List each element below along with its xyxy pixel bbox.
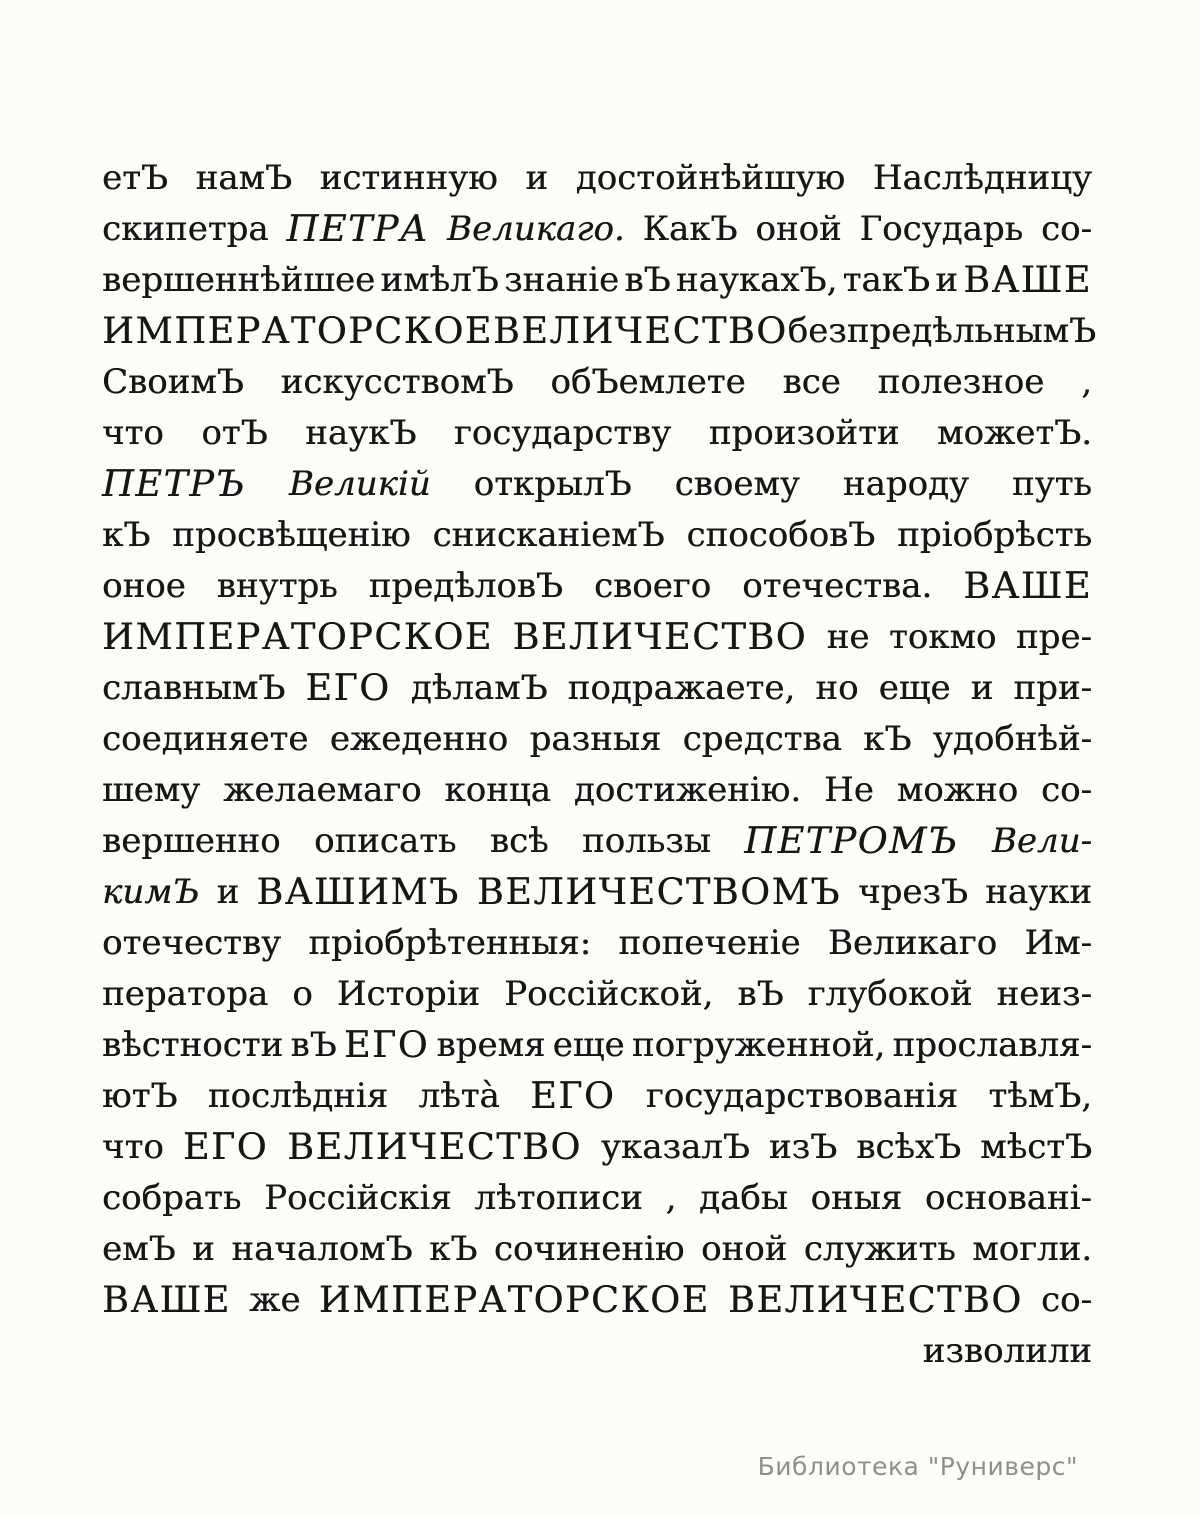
word-segment: подражаете,	[567, 667, 796, 708]
word-segment: СвоимЪ	[102, 361, 244, 402]
word-segment: ,	[665, 1177, 677, 1218]
word-segment: ПЕТРЪ	[102, 462, 246, 505]
word-segment: произойти	[708, 412, 900, 453]
word-segment: Великій	[288, 463, 431, 504]
word-segment: основані-	[924, 1177, 1092, 1218]
word-segment: емЪ	[102, 1228, 176, 1269]
word-segment: безпредѣльнымЪ	[787, 310, 1097, 351]
word-segment: ВАШЕ	[102, 1278, 231, 1321]
word-segment: оной	[700, 1228, 788, 1269]
word-segment: но	[815, 667, 859, 708]
word-segment: скипетра	[102, 208, 269, 249]
word-segment: о	[292, 973, 313, 1014]
text-line	[102, 764, 1092, 815]
word-segment: оное	[102, 565, 186, 606]
word-segment: указалЪ	[600, 1126, 750, 1167]
word-segment: Великаго.	[446, 208, 625, 249]
text-line	[102, 662, 1092, 713]
word-segment: ВЕЛИЧЕСТВО	[728, 1278, 1023, 1321]
word-segment: ,	[1081, 361, 1092, 402]
text-line	[102, 254, 1092, 305]
word-segment: способовЪ	[686, 514, 876, 555]
word-segment: намЪ	[195, 157, 292, 198]
word-segment: и	[935, 259, 958, 300]
word-segment: наукахЪ,	[675, 259, 838, 300]
word-segment: дабы	[699, 1177, 788, 1218]
word-segment: ежеденно	[329, 718, 509, 759]
word-segment: славнымЪ	[102, 667, 286, 708]
word-segment: со-	[1040, 1279, 1092, 1320]
text-line	[102, 1121, 1092, 1172]
word-segment: государству	[453, 412, 672, 453]
word-segment: открылЪ	[473, 463, 632, 504]
word-segment: конца	[444, 769, 551, 810]
text-line	[102, 509, 1092, 560]
word-segment: Вели-	[991, 820, 1092, 861]
word-segment: что	[102, 412, 164, 453]
word-segment: все	[782, 361, 841, 402]
word-segment: отечества.	[742, 565, 933, 606]
word-segment: всѣхЪ	[856, 1126, 962, 1167]
word-segment: соединяете	[102, 718, 309, 759]
word-segment: вершенно	[102, 820, 281, 861]
word-segment: етЪ	[102, 157, 168, 198]
text-line	[102, 152, 1092, 203]
text-line	[102, 305, 1097, 356]
word-segment: ВЕЛИЧЕСТВО	[512, 615, 808, 658]
word-segment: всѣ	[489, 820, 549, 861]
word-segment: изЪ	[768, 1126, 838, 1167]
text-line	[102, 866, 1092, 917]
text-line	[102, 560, 1092, 611]
text-line	[102, 1274, 1092, 1325]
word-segment: Исторіи	[336, 973, 481, 1014]
word-segment: ВЕЛИЧЕСТВО	[492, 309, 788, 352]
word-segment: Не	[824, 769, 874, 810]
word-segment: Великаго	[827, 922, 998, 963]
word-segment: вЪ	[624, 259, 671, 300]
word-segment: вершеннѣйшее	[102, 259, 376, 300]
word-segment: при-	[1013, 667, 1092, 708]
word-segment: обЪемлете	[550, 361, 746, 402]
word-segment: удобнѣй-	[932, 718, 1092, 759]
word-segment: ЕГО	[343, 1023, 430, 1066]
word-segment: ИМПЕРАТОРСКОЕ	[102, 309, 493, 352]
word-segment: собрать	[102, 1177, 242, 1218]
word-segment: науки	[985, 871, 1092, 912]
word-segment: ВАШЕ	[963, 564, 1092, 607]
word-segment: еще	[552, 1024, 625, 1065]
word-segment: такЪ	[842, 259, 930, 300]
word-segment: оной	[755, 208, 842, 249]
text-line	[102, 611, 1092, 662]
word-segment: послѣднія	[207, 1075, 389, 1116]
word-segment: сочиненію	[493, 1228, 685, 1269]
word-segment: Государь	[859, 208, 1024, 249]
word-segment: Наслѣдницу	[872, 157, 1092, 198]
word-segment: ЕГО	[530, 1074, 616, 1117]
word-segment: Им-	[1024, 922, 1092, 963]
word-segment: шему	[102, 769, 201, 810]
word-segment: достойнѣйшую	[575, 157, 846, 198]
word-segment: пре-	[1015, 616, 1092, 657]
word-segment: что	[102, 1126, 164, 1167]
word-segment: тѣмЪ,	[988, 1075, 1092, 1116]
word-segment: знаніе	[503, 259, 620, 300]
word-segment: полезное	[877, 361, 1045, 402]
word-segment: началомЪ	[231, 1228, 413, 1269]
word-segment: попеченіе	[618, 922, 801, 963]
word-segment: можно	[896, 769, 1019, 810]
word-segment: кЪ	[102, 514, 151, 555]
word-segment: ВЕЛИЧЕСТВО	[287, 1125, 582, 1168]
text-line	[102, 1325, 1092, 1376]
word-segment: токмо	[888, 616, 997, 657]
word-segment: отЪ	[201, 412, 268, 453]
text-line	[102, 1172, 1092, 1223]
word-segment: служить	[803, 1228, 956, 1269]
word-segment: наукЪ	[305, 412, 417, 453]
word-segment: государствованія	[645, 1075, 958, 1116]
word-segment: просвѣщенію	[172, 514, 411, 555]
word-segment: прославля-	[892, 1024, 1092, 1065]
word-segment: и	[192, 1228, 215, 1269]
word-segment: ПЕТРА	[286, 207, 430, 250]
text-line	[102, 458, 1092, 509]
word-segment: и	[525, 157, 549, 198]
word-segment: своему	[674, 463, 800, 504]
word-segment: ЕГО	[182, 1125, 269, 1168]
text-line	[102, 1019, 1092, 1070]
word-segment: глубокой	[807, 973, 973, 1014]
word-segment: имѣлЪ	[380, 259, 499, 300]
word-segment: ПЕТРОМЪ	[744, 819, 959, 862]
word-segment: погруженной,	[631, 1024, 886, 1065]
word-segment: ютЪ	[102, 1075, 178, 1116]
word-segment: вѣстности	[102, 1024, 284, 1065]
word-segment: изволили	[922, 1330, 1092, 1371]
text-line	[102, 713, 1092, 764]
word-segment: средства	[682, 718, 842, 759]
word-segment: пріобрѣтенныя:	[308, 922, 592, 963]
text-line	[102, 1070, 1092, 1121]
word-segment: Россійской,	[504, 973, 714, 1014]
word-segment: описать	[313, 820, 457, 861]
library-watermark: Библиотека "Руниверс"	[757, 1452, 1078, 1481]
word-segment: искусствомЪ	[280, 361, 514, 402]
word-segment: пользы	[581, 820, 711, 861]
text-line	[102, 917, 1092, 968]
word-segment: со-	[1041, 769, 1092, 810]
word-segment: кЪ	[429, 1228, 478, 1269]
word-segment: внутрь	[216, 565, 338, 606]
word-segment: ВЕЛИЧЕСТВОМЪ	[476, 870, 841, 913]
word-segment: еще	[878, 667, 951, 708]
text-line	[102, 1223, 1092, 1274]
word-segment: можетЪ.	[937, 412, 1092, 453]
word-segment: КакЪ	[642, 208, 738, 249]
word-segment: лѣта̀	[418, 1075, 500, 1116]
word-segment: лѣтописи	[474, 1177, 643, 1218]
word-segment: вЪ	[290, 1024, 337, 1065]
word-segment: пріобрѣсть	[897, 514, 1092, 555]
word-segment: Россійскія	[264, 1177, 452, 1218]
text-line	[102, 968, 1092, 1019]
text-line	[102, 356, 1092, 407]
word-segment: вЪ	[737, 973, 784, 1014]
word-segment: отечеству	[102, 922, 281, 963]
word-segment: могли.	[972, 1228, 1092, 1269]
word-segment: снисканіемЪ	[432, 514, 665, 555]
text-line	[102, 815, 1092, 866]
word-segment: истинную	[319, 157, 498, 198]
word-segment: ВАШЕ	[963, 258, 1092, 301]
word-segment: своего	[594, 565, 712, 606]
word-segment: мѣстЪ	[980, 1126, 1092, 1167]
word-segment: со-	[1040, 208, 1092, 249]
word-segment: и	[970, 667, 994, 708]
word-segment: достиженію.	[573, 769, 802, 810]
word-segment: дѣламЪ	[410, 667, 548, 708]
word-segment: желаемаго	[223, 769, 422, 810]
word-segment: разныя	[529, 718, 662, 759]
word-segment: предѣловЪ	[368, 565, 563, 606]
word-segment: ЕГО	[305, 666, 391, 709]
word-segment: кЪ	[863, 718, 912, 759]
page-text-block	[102, 152, 1097, 1376]
text-line	[102, 407, 1092, 458]
word-segment: путь	[1011, 463, 1092, 504]
word-segment: ИМПЕРАТОРСКОЕ	[102, 615, 493, 658]
word-segment: не	[826, 616, 870, 657]
word-segment: и	[216, 871, 240, 912]
word-segment: ИМПЕРАТОРСКОЕ	[318, 1278, 710, 1321]
word-segment: время	[436, 1024, 546, 1065]
word-segment: народу	[842, 463, 969, 504]
word-segment: оныя	[810, 1177, 903, 1218]
text-line	[102, 203, 1092, 254]
word-segment: же	[249, 1279, 301, 1320]
word-segment: ВАШИМЪ	[256, 870, 460, 913]
word-segment: неиз-	[996, 973, 1092, 1014]
word-segment: кимЪ	[102, 871, 200, 912]
word-segment: чрезЪ	[858, 871, 968, 912]
word-segment: ператора	[102, 973, 269, 1014]
